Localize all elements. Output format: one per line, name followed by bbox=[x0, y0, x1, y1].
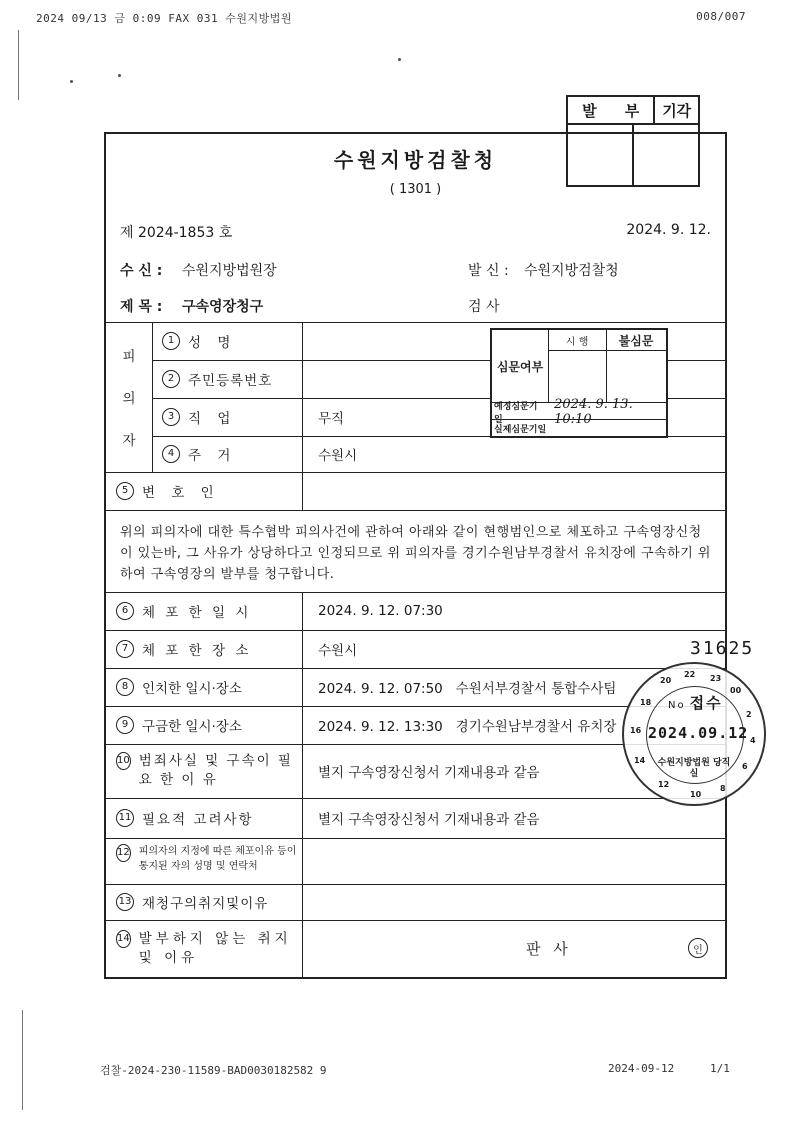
actual-date-row bbox=[492, 419, 666, 437]
receipt-stamp-hour-mark: 00 bbox=[730, 686, 742, 695]
recipient-label: 수 신 : bbox=[120, 263, 163, 279]
footer-page: 1/1 bbox=[710, 1062, 730, 1075]
planned-date-value: 2024. 9. 13. 10:10 bbox=[554, 396, 633, 427]
approval-issue-label: 발 bbox=[582, 101, 597, 120]
receipt-stamp-hour-mark: 12 bbox=[658, 780, 670, 789]
fax-header-right: 008/007 bbox=[696, 10, 746, 23]
arrest-place-value: 수원시 bbox=[318, 643, 358, 659]
non-issue-label: 14 발부하지 않는 취지 및 이유 bbox=[117, 931, 292, 966]
table-row-divider bbox=[106, 510, 725, 511]
receipt-stamp-hour-mark: 22 bbox=[684, 670, 696, 679]
scan-edge-mark bbox=[18, 30, 19, 100]
document-date: 2024. 9. 12. bbox=[626, 222, 711, 238]
interrogation-held-cell bbox=[548, 350, 607, 402]
actual-date-label: 실제심문기일 bbox=[494, 425, 547, 435]
receipt-stamp-org: 수원지방법원 당직실 bbox=[657, 758, 731, 779]
scan-speck bbox=[70, 80, 73, 83]
suspect-id-label: 2 주민등록번호 bbox=[162, 360, 298, 398]
request-paragraph: 위의 피의자에 대한 특수협박 피의사건에 관하여 아래와 같이 현행범인으로 체포하고 구속영장신청이 있는바, 그 사유가 상당하다고 인정되므로 위 피의자를 경기수원남부경찰서 유치장에 구속하기 위하여 구속영장의 발부를 청구합니다. bbox=[120, 525, 711, 582]
scan-speck bbox=[118, 74, 121, 77]
footer-date: 2024-09-12 bbox=[608, 1062, 675, 1075]
column-divider bbox=[302, 322, 303, 472]
detention-value: 2024. 9. 12. 13:30 경기수원남부경찰서 유치장 bbox=[318, 719, 617, 735]
interrogation-held-label: 시 행 bbox=[548, 330, 607, 351]
subject-value: 구속영장청구 bbox=[182, 299, 264, 315]
notified-person-label: 12 피의자의 지정에 따른 체포이유 등이 통지된 자의 성명 및 연락처 bbox=[117, 846, 297, 872]
transfer-value: 2024. 9. 12. 07:50 수원서부경찰서 통합수사팀 bbox=[318, 681, 617, 697]
document-title: 수원지방검찰청 bbox=[333, 148, 498, 172]
receipt-stamp-hour-mark: 10 bbox=[690, 790, 702, 799]
receipt-stamp-hour-mark: 16 bbox=[630, 726, 642, 735]
receipt-stamp-date: 2024.09.12 bbox=[648, 724, 749, 742]
receipt-stamp-hour-mark: 8 bbox=[720, 784, 726, 793]
recipient-value: 수원지방법원장 bbox=[182, 263, 277, 279]
receipt-stamp-hour-mark: 14 bbox=[634, 756, 646, 765]
detention-label: 9 구금한 일시·장소 bbox=[116, 706, 298, 744]
document-number: 제 2024-1853 호 bbox=[120, 225, 233, 241]
lawyer-label: 5 변 호 인 bbox=[116, 472, 298, 510]
suspect-side-label bbox=[106, 322, 152, 472]
fax-header-left: 2024 09/13 금 0:09 FAX 031 수원지방법원 bbox=[36, 12, 292, 25]
crime-facts-label: 10 범죄사실 및 구속이 필 요 한 이 유 bbox=[117, 753, 293, 788]
suspect-side-char: 의 bbox=[122, 391, 136, 407]
interrogation-side-label: 심문여부 bbox=[492, 330, 549, 402]
suspect-job-label: 3 직 업 bbox=[162, 398, 298, 436]
re-request-label: 13 재청구의취지및이유 bbox=[116, 884, 298, 920]
approval-reject-label: 기각 bbox=[653, 97, 698, 123]
scan-speck bbox=[398, 58, 401, 61]
receipt-stamp-hour-mark: 6 bbox=[742, 762, 748, 771]
receipt-stamp-hour-mark: 18 bbox=[640, 698, 652, 707]
interrogation-stamp bbox=[490, 328, 668, 438]
considerations-value: 별지 구속영장신청서 기재내용과 같음 bbox=[318, 812, 540, 828]
subject-label: 제 목 : bbox=[120, 299, 163, 315]
document-code: ( 1301 ) bbox=[389, 182, 442, 197]
suspect-address-value: 수원시 bbox=[318, 448, 358, 464]
crime-facts-value: 별지 구속영장신청서 기재내용과 같음 bbox=[318, 765, 540, 781]
column-divider bbox=[302, 472, 303, 510]
transfer-label: 8 인치한 일시·장소 bbox=[116, 668, 298, 706]
suspect-side-char: 자 bbox=[122, 433, 136, 449]
approval-part-label: 부 bbox=[624, 101, 640, 120]
sender-value: 수원지방검찰청 bbox=[524, 263, 619, 279]
planned-date-label: 예정심문기일 bbox=[494, 401, 538, 425]
interrogation-waived-label: 불심문 bbox=[606, 330, 666, 351]
receipt-stamp-label: No 접수 bbox=[668, 694, 723, 712]
receipt-stamp-hour-mark: 4 bbox=[750, 736, 756, 745]
arrest-time-label: 6 체 포 한 일 시 bbox=[116, 592, 298, 630]
judge-label: 판 사 bbox=[526, 940, 572, 958]
receipt-stamp bbox=[622, 662, 766, 806]
warrant-request-form bbox=[104, 132, 727, 979]
sender-label: 발 신 : bbox=[468, 263, 509, 279]
considerations-label: 11 필요적 고려사항 bbox=[116, 798, 298, 838]
suspect-job-value: 무직 bbox=[318, 411, 345, 427]
prosecutor-label: 검 사 bbox=[468, 299, 500, 315]
footer-document-id: 검찰-2024-230-11589-BAD0030182582 9 bbox=[100, 1064, 327, 1077]
receipt-stamp-hour-mark: 23 bbox=[710, 674, 722, 683]
arrest-place-label: 7 체 포 한 장 소 bbox=[116, 630, 298, 668]
suspect-side-char: 피 bbox=[122, 349, 136, 365]
column-divider bbox=[152, 322, 153, 472]
arrest-time-value: 2024. 9. 12. 07:30 bbox=[318, 603, 443, 619]
scan-edge-mark bbox=[22, 1010, 23, 1110]
suspect-name-label: 1 성 명 bbox=[162, 322, 298, 360]
planned-date-row bbox=[492, 396, 666, 427]
serial-number: 31625 bbox=[690, 638, 755, 659]
suspect-address-label: 4 주 거 bbox=[162, 436, 298, 472]
judge-seal: 인 bbox=[688, 938, 708, 958]
receipt-stamp-hour-mark: 2 bbox=[746, 710, 752, 719]
receipt-stamp-hour-mark: 20 bbox=[660, 676, 672, 685]
